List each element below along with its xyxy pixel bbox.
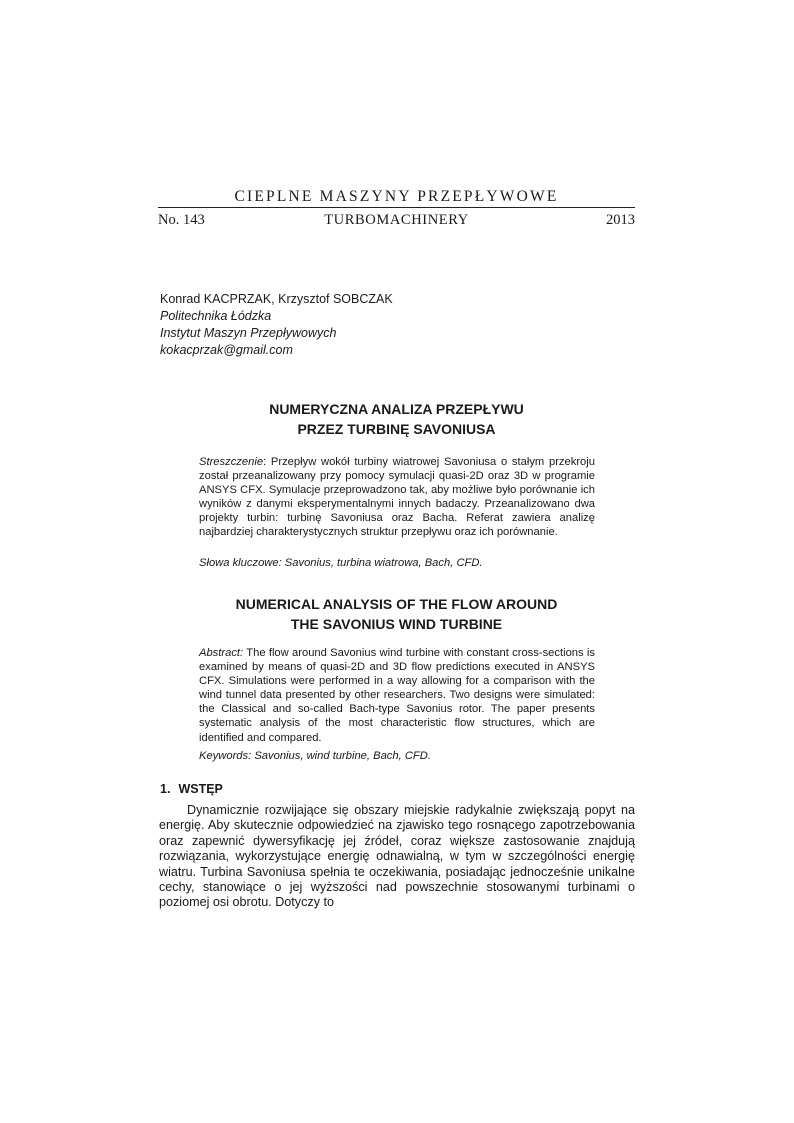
- title-english-line-2: THE SAVONIUS WIND TURBINE: [290, 616, 503, 632]
- author-institute: Instytut Maszyn Przepływowych: [160, 326, 337, 340]
- abstract-english: [199, 646, 595, 745]
- title-polish-line-1: NUMERYCZNA ANALIZA PRZEPŁYWU: [269, 401, 524, 417]
- body-paragraph: Dynamicznie rozwijające się obszary miejskie radykalnie zwiększają popyt na energię. Aby skutecznie odpowiedzieć na zjawisko tego rosnącego zapotrzebowania oraz zapewnić dywersyfikację jej źródeł, coraz większe zastosowanie znajdują rozwiązania, wykorzystujące energię odnawialną, w tym w szczególności energię wiatru. Turbina Savoniusa spełnia te oczekiwania, posiadając jednocześnie unikalne cechy, stanowiące o jej wyższości nad powszechnie stosowanymi turbinami o poziomej osi obrotu. Dotyczy to: [159, 803, 635, 910]
- journal-subtitle: TURBOMACHINERY: [324, 212, 469, 228]
- author-email: kokacprzak@gmail.com: [160, 343, 293, 357]
- keywords-polish: Słowa kluczowe: Savonius, turbina wiatrowa, Bach, CFD.: [199, 557, 483, 569]
- section-title: WSTĘP: [178, 782, 223, 796]
- abstract-polish: [199, 455, 595, 540]
- journal-title: CIEPLNE MASZYNY PRZEPŁYWOWE: [234, 188, 559, 205]
- title-polish: [158, 399, 635, 439]
- title-english-line-1: NUMERICAL ANALYSIS OF THE FLOW AROUND: [235, 596, 558, 612]
- journal-number: No. 143: [158, 212, 205, 228]
- section-number: 1.: [160, 782, 171, 796]
- abstract-polish-lead: Streszczenie: [199, 456, 264, 468]
- abstract-polish-text: : Przepływ wokół turbiny wiatrowej Savoniusa o stałym przekroju został przeanalizowany przy pomocy symulacji quasi-2D oraz 3D w programie ANSYS CFX. Symulacje przeprowadzono tak, aby możliwe było porównanie ich wyników z danymi eksperymentalnymi innych badaczy. Przeanalizowano dwa projekty turbin: turbinę Savoniusa oraz Bacha. Referat zawiera analizę najbardziej charakterystycznych struktur przepływu oraz ich porównanie.: [199, 456, 595, 539]
- section-heading: [160, 782, 223, 796]
- journal-header-row: [158, 212, 635, 232]
- author-names: Konrad KACPRZAK, Krzysztof SOBCZAK: [160, 292, 393, 306]
- abstract-english-text: The flow around Savonius wind turbine with constant cross-sections is examined by means of quasi-2D and 3D flow predictions executed in ANSYS CFX. Simulations were performed in a way allowing for a comparison with the wind tunnel data presented by other researchers. Two designs were simulated: the Classical and so-called Bach-type Savonius rotor. The paper presents systematic analysis of the most characteristic flow structures, which are identified and compared.: [199, 647, 595, 744]
- journal-year: 2013: [606, 212, 635, 228]
- title-english: [158, 594, 635, 634]
- keywords-english: Keywords: Savonius, wind turbine, Bach, CFD.: [199, 750, 431, 762]
- title-polish-line-2: PRZEZ TURBINĘ SAVONIUSA: [297, 421, 496, 437]
- author-block: [160, 291, 393, 359]
- abstract-english-lead: Abstract:: [199, 647, 244, 659]
- author-university: Politechnika Łódzka: [160, 309, 272, 323]
- header-divider: [158, 207, 635, 208]
